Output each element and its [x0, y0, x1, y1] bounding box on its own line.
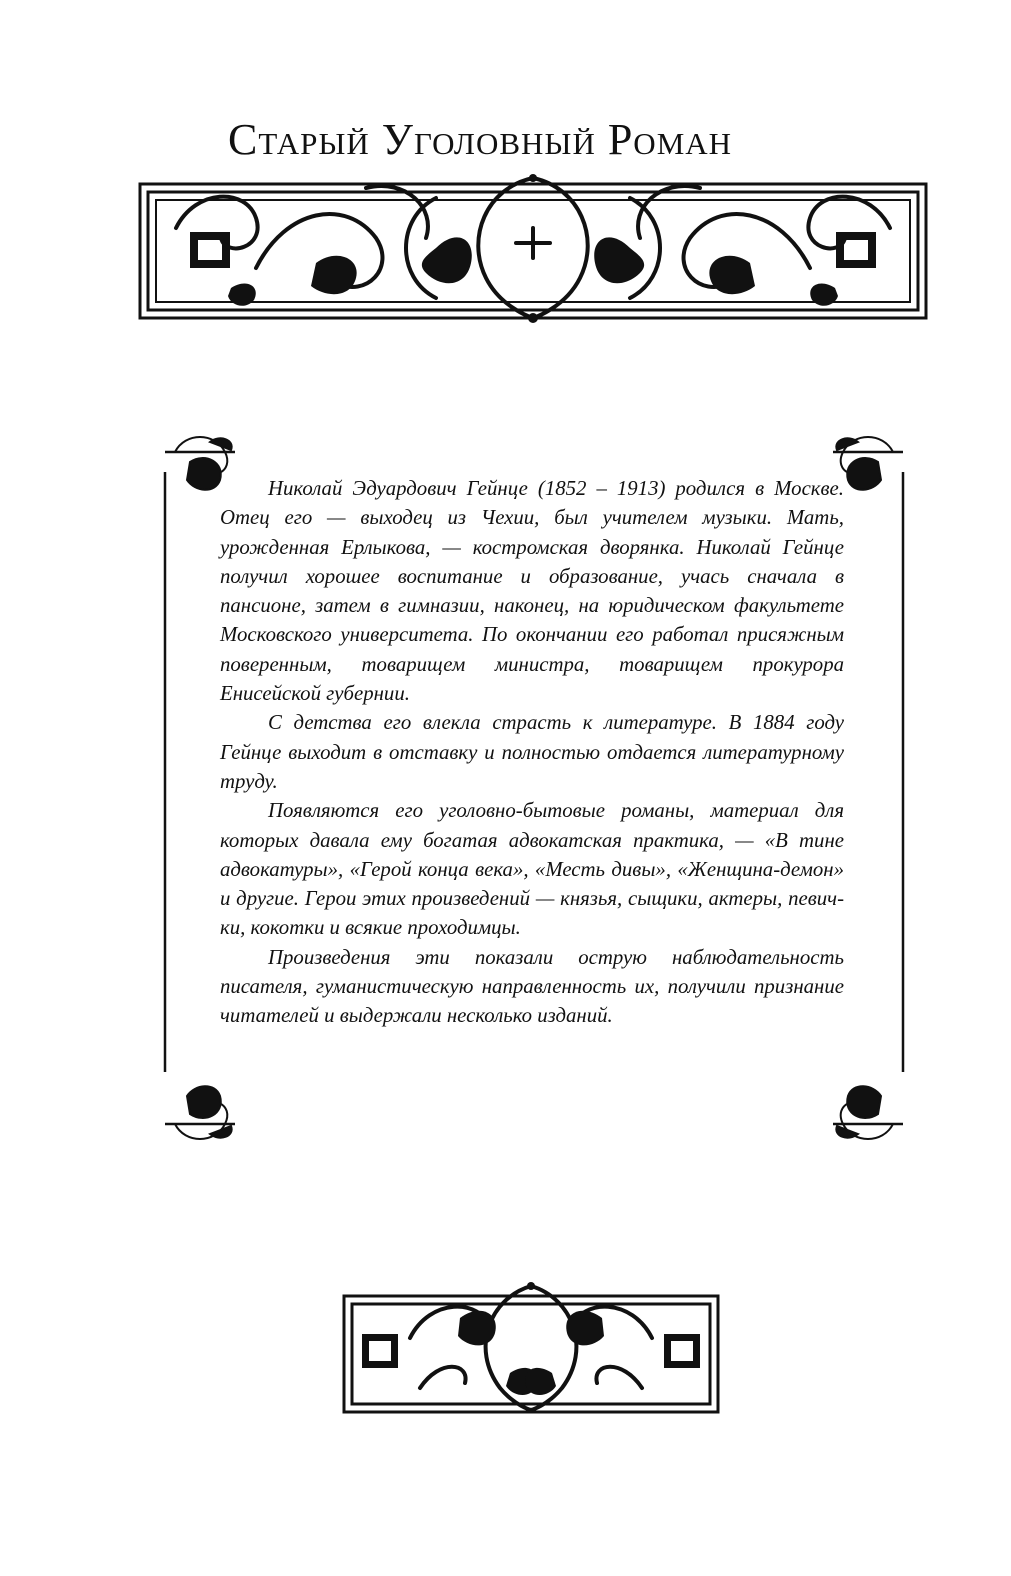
corner-flourish-bottom-left [175, 1086, 232, 1139]
header-ornament [136, 168, 930, 326]
bio-paragraph-1: Николай Эдуардович Гейнце (1852 – 1913) родился в Москве. Отец его — выходец из Чехии, был учителем музыки. Мать, урожденная Ерлыкова, — костромская дворянка. Николай Гейнце получил хорошее воспитание и образование, учась сначала в пансионе, затем в гимназии, наконец, на юридическом факультете Московского университета. По окончании его работал присяжным поверенным, товарищем министра, товарищем прокурора Енисейской губернии. [220, 477, 844, 706]
corner-flourish-top-right [836, 437, 893, 490]
bio-paragraph-4: Произведения эти показали острую наблюдательность писателя, гуманистическую направленность их, получили признание читателей и выдержали несколько изданий. [220, 945, 844, 1028]
footer-ornament [340, 1278, 722, 1418]
bio-paragraph-3: Появляются его уголовно-бытовые романы, материал для которых давала ему богатая адвокатская практика, — «В тине адвокатуры», «Герой конца века», «Месть дивы», «Женщина-демон» и другие. Герои этих произведений — князья, сыщики, актеры, певички, кокотки и всякие проходимцы. [220, 799, 844, 940]
biography-text [220, 474, 844, 1031]
series-title: Старый Уголовный Роман [228, 115, 733, 164]
corner-flourish-bottom-right [836, 1086, 893, 1139]
bio-paragraph-2: С детства его влекла страсть к литературе. В 1884 году Гейнце выходит в отставку и полностью отдается литературному труду. [220, 711, 844, 793]
